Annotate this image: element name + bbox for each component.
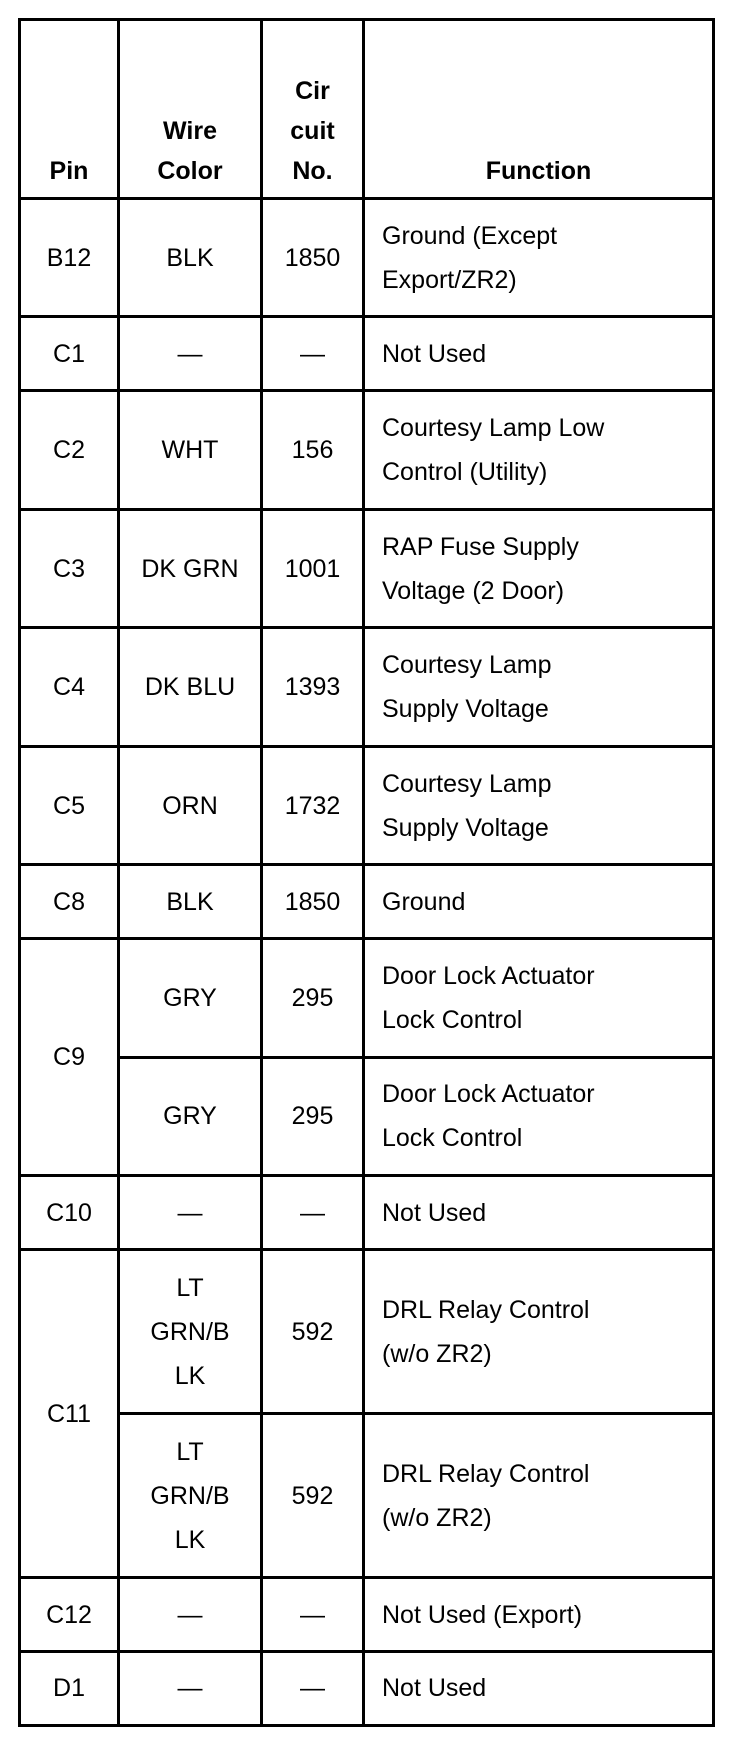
- table-row: [20, 1651, 714, 1725]
- pin-cell: C12: [20, 1578, 119, 1652]
- wire-color-cell: ORN: [119, 746, 262, 864]
- function-cell: DRL Relay Control (w/o ZR2): [364, 1250, 714, 1414]
- function-cell: Ground (Except Export/ZR2): [364, 199, 714, 317]
- circuit-cell: —: [262, 1578, 364, 1652]
- function-cell: Ground: [364, 865, 714, 939]
- wire-color-cell: BLK: [119, 865, 262, 939]
- circuit-cell: —: [262, 1176, 364, 1250]
- wire-color-cell: LT GRN/B LK: [119, 1414, 262, 1578]
- circuit-no-header: [262, 20, 364, 199]
- circuit-cell: 592: [262, 1250, 364, 1414]
- wire-color-cell: —: [119, 1578, 262, 1652]
- pin-cell: C4: [20, 628, 119, 746]
- circuit-cell: 1850: [262, 865, 364, 939]
- pin-cell: D1: [20, 1651, 119, 1725]
- pin-cell: C2: [20, 391, 119, 509]
- circuit-cell: 295: [262, 939, 364, 1057]
- function-cell: Courtesy Lamp Supply Voltage: [364, 746, 714, 864]
- circuit-cell: 1001: [262, 509, 364, 627]
- wire-color-cell: GRY: [119, 939, 262, 1057]
- function-header: [364, 20, 714, 199]
- pin-cell: C5: [20, 746, 119, 864]
- table-row: [20, 509, 714, 627]
- wire-color-cell: WHT: [119, 391, 262, 509]
- pin-cell: C11: [20, 1250, 119, 1578]
- function-cell: Not Used: [364, 1651, 714, 1725]
- table-row: [20, 391, 714, 509]
- pin-cell: C1: [20, 317, 119, 391]
- wire-color-cell: —: [119, 1176, 262, 1250]
- function-cell: DRL Relay Control (w/o ZR2): [364, 1414, 714, 1578]
- wire-color-header: [119, 20, 262, 199]
- table-row: [20, 746, 714, 864]
- pin-cell: C8: [20, 865, 119, 939]
- pin-cell: B12: [20, 199, 119, 317]
- wire-color-cell: —: [119, 317, 262, 391]
- circuit-cell: 1393: [262, 628, 364, 746]
- pin-table: [18, 18, 715, 1727]
- circuit-no-header-label: Cir cuit No.: [290, 77, 335, 185]
- function-cell: Not Used: [364, 317, 714, 391]
- function-cell: Courtesy Lamp Supply Voltage: [364, 628, 714, 746]
- function-cell: RAP Fuse Supply Voltage (2 Door): [364, 509, 714, 627]
- pin-cell: C9: [20, 939, 119, 1176]
- table-row: [20, 199, 714, 317]
- circuit-cell: —: [262, 1651, 364, 1725]
- table-row: [20, 1176, 714, 1250]
- function-cell: Door Lock Actuator Lock Control: [364, 939, 714, 1057]
- pin-cell: C10: [20, 1176, 119, 1250]
- function-cell: Courtesy Lamp Low Control (Utility): [364, 391, 714, 509]
- table-row: [20, 1250, 714, 1414]
- circuit-cell: 1732: [262, 746, 364, 864]
- header-row: [20, 20, 714, 199]
- wire-color-cell: GRY: [119, 1057, 262, 1175]
- table-row: [20, 628, 714, 746]
- circuit-cell: 1850: [262, 199, 364, 317]
- function-header-label: Function: [485, 157, 592, 185]
- table-row: [20, 939, 714, 1057]
- table-row: [20, 1057, 714, 1175]
- function-cell: Not Used (Export): [364, 1578, 714, 1652]
- pin-header-label: Pin: [49, 157, 89, 185]
- pin-header: [20, 20, 119, 199]
- table-row: [20, 865, 714, 939]
- wire-color-cell: DK BLU: [119, 628, 262, 746]
- table-row: [20, 317, 714, 391]
- wire-color-cell: BLK: [119, 199, 262, 317]
- circuit-cell: —: [262, 317, 364, 391]
- function-cell: Door Lock Actuator Lock Control: [364, 1057, 714, 1175]
- table-row: [20, 1414, 714, 1578]
- circuit-cell: 295: [262, 1057, 364, 1175]
- circuit-cell: 156: [262, 391, 364, 509]
- circuit-cell: 592: [262, 1414, 364, 1578]
- wire-color-cell: —: [119, 1651, 262, 1725]
- wire-color-cell: DK GRN: [119, 509, 262, 627]
- table-row: [20, 1578, 714, 1652]
- wire-color-header-label: Wire Color: [157, 117, 223, 185]
- pin-cell: C3: [20, 509, 119, 627]
- function-cell: Not Used: [364, 1176, 714, 1250]
- wire-color-cell: LT GRN/B LK: [119, 1250, 262, 1414]
